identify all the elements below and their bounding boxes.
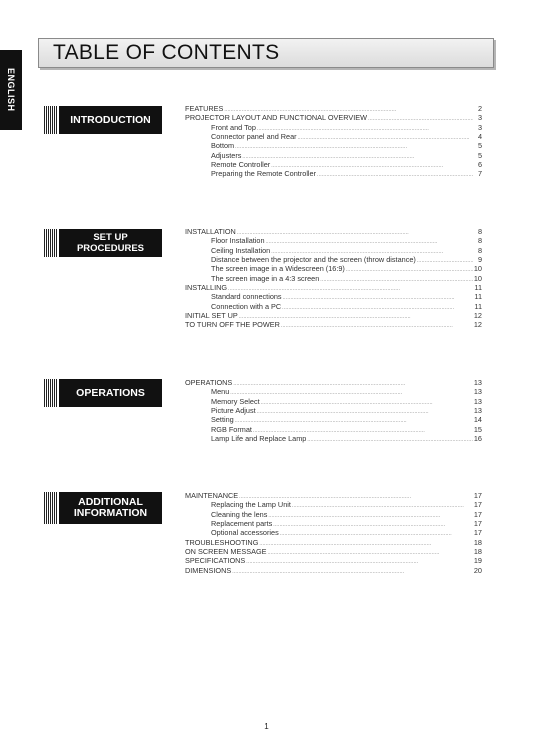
toc-entry-title: ON SCREEN MESSAGE: [185, 547, 267, 557]
toc-entry-title: DIMENSIONS: [185, 565, 232, 575]
toc-entry-page: 12: [473, 320, 482, 330]
toc-entry-page: 2: [477, 104, 482, 113]
section-label-introduction: [44, 106, 162, 134]
toc-entry-page: 13: [473, 396, 482, 406]
toc-entry-title: TO TURN OFF THE POWER: [185, 320, 280, 330]
toc-entry[interactable]: [185, 255, 482, 264]
page-number: 1: [264, 722, 269, 731]
toc-entry-title: FEATURES: [185, 104, 224, 113]
toc-entry[interactable]: [185, 227, 482, 236]
toc-entry[interactable]: [185, 566, 482, 575]
toc-entry[interactable]: [185, 246, 482, 255]
toc-entry-title: Cleaning the lens: [211, 509, 268, 519]
toc-entry-page: 12: [473, 311, 482, 321]
toc-entry-title: Bottom: [211, 141, 235, 151]
toc-entry-page: 20: [473, 565, 482, 575]
toc-entry[interactable]: [185, 292, 482, 301]
section-label-additional-information: [44, 492, 162, 524]
toc-list-additional-information: [185, 491, 482, 575]
toc-entry-title: Connector panel and Rear: [211, 132, 297, 142]
toc-entry[interactable]: [185, 264, 482, 273]
toc-entry[interactable]: [185, 510, 482, 519]
toc-entry[interactable]: [185, 425, 482, 434]
toc-entry-title: Floor Installation: [211, 236, 265, 246]
toc-entry-page: 9: [477, 255, 482, 265]
toc-entry-page: 11: [474, 283, 482, 293]
section-label-operations: [44, 379, 162, 407]
section-label-text: ADDITIONAL INFORMATION: [59, 492, 162, 524]
toc-entry-page: 18: [473, 537, 482, 547]
section-label-text: SET UP PROCEDURES: [59, 229, 162, 257]
toc-entry-title: INSTALLATION: [185, 227, 236, 236]
toc-entry-page: 18: [473, 547, 482, 557]
toc-entry-title: INITIAL SET UP: [185, 311, 238, 321]
toc-entry-title: RGB Format: [211, 424, 252, 434]
toc-entry-title: The screen image in a Widescreen (16:9): [211, 264, 345, 274]
language-tab-label: ENGLISH: [6, 68, 16, 112]
toc-entry-title: Ceiling Installation: [211, 245, 271, 255]
toc-entry[interactable]: [185, 311, 482, 320]
toc-entry-page: 15: [473, 424, 482, 434]
toc-entry-title: INSTALLING: [185, 283, 228, 293]
toc-entry-page: 13: [473, 406, 482, 416]
toc-entry[interactable]: [185, 434, 482, 443]
toc-entry[interactable]: [185, 397, 482, 406]
toc-entry[interactable]: [185, 169, 482, 178]
toc-entry-title: MAINTENANCE: [185, 491, 239, 500]
toc-entry-page: 11: [474, 301, 482, 311]
toc-entry[interactable]: [185, 274, 482, 283]
toc-entry[interactable]: [185, 160, 482, 169]
dot-leader: [307, 434, 473, 445]
toc-entry[interactable]: [185, 151, 482, 160]
toc-entry-title: PROJECTOR LAYOUT AND FUNCTIONAL OVERVIEW: [185, 113, 368, 123]
stripe-decoration: [44, 106, 58, 134]
page-title: TABLE OF CONTENTS: [53, 41, 280, 64]
toc-entry-title: Lamp Life and Replace Lamp: [211, 434, 307, 444]
toc-entry[interactable]: [185, 406, 482, 415]
toc-entry-title: Preparing the Remote Controller: [211, 169, 317, 179]
section-label-text: INTRODUCTION: [59, 106, 162, 134]
toc-entry-page: 8: [477, 245, 482, 255]
toc-entry-page: 8: [477, 227, 482, 236]
toc-entry[interactable]: [185, 500, 482, 509]
toc-entry-page: 3: [477, 113, 482, 123]
toc-entry-title: TROUBLESHOOTING: [185, 537, 259, 547]
toc-entry-page: 19: [473, 556, 482, 566]
toc-entry[interactable]: [185, 132, 482, 141]
toc-entry-page: 4: [477, 132, 482, 142]
toc-entry-page: 17: [473, 500, 482, 510]
toc-entry[interactable]: [185, 123, 482, 132]
toc-entry[interactable]: [185, 491, 482, 500]
stripe-decoration: [44, 379, 58, 407]
toc-entry-title: Distance between the projector and the screen (throw distance): [211, 255, 416, 265]
toc-entry-page: 5: [477, 141, 482, 151]
toc-entry[interactable]: [185, 236, 482, 245]
toc-entry-page: 3: [477, 122, 482, 132]
toc-entry-title: Connection with a PC: [211, 301, 282, 311]
toc-entry-page: 17: [473, 491, 482, 500]
toc-entry-title: Menu: [211, 387, 230, 397]
toc-entry[interactable]: [185, 320, 482, 329]
toc-entry[interactable]: [185, 113, 482, 122]
toc-entry-title: The screen image in a 4:3 screen: [211, 273, 320, 283]
toc-entry-title: Standard connections: [211, 292, 282, 302]
toc-entry-title: Adjusters: [211, 150, 242, 160]
toc-entry-title: Optional accessories: [211, 528, 279, 538]
toc-entry[interactable]: [185, 519, 482, 528]
toc-entry[interactable]: [185, 528, 482, 537]
dot-leader: [281, 320, 473, 331]
toc-list-introduction: [185, 104, 482, 179]
toc-entry-page: 11: [474, 292, 482, 302]
toc-entry[interactable]: [185, 538, 482, 547]
toc-list-set-up-procedures: [185, 227, 482, 330]
toc-entry-page: 14: [473, 415, 482, 425]
toc-entry-title: OPERATIONS: [185, 378, 233, 387]
page-title-box: [38, 38, 494, 68]
toc-entry-title: Setting: [211, 415, 234, 425]
toc-entry-title: Front and Top: [211, 122, 256, 132]
toc-entry[interactable]: [185, 302, 482, 311]
toc-entry-page: 5: [477, 150, 482, 160]
toc-entry[interactable]: [185, 547, 482, 556]
toc-entry-page: 8: [477, 236, 482, 246]
stripe-decoration: [44, 229, 58, 257]
toc-entry[interactable]: [185, 387, 482, 396]
dot-leader: [317, 169, 473, 180]
toc-entry[interactable]: [185, 556, 482, 565]
section-label-text: OPERATIONS: [59, 379, 162, 407]
section-label-set-up-procedures: [44, 229, 162, 257]
toc-list-operations: [185, 378, 482, 443]
toc-entry-page: 13: [473, 378, 482, 387]
toc-entry-title: Replacement parts: [211, 519, 273, 529]
dot-leader: [232, 566, 473, 577]
toc-entry-title: Memory Select: [211, 396, 260, 406]
toc-entry-title: Remote Controller: [211, 160, 271, 170]
toc-entry[interactable]: [185, 378, 482, 387]
toc-entry-page: 17: [473, 528, 482, 538]
toc-entry-page: 13: [473, 387, 482, 397]
stripe-decoration: [44, 492, 58, 524]
toc-entry-title: Replacing the Lamp Unit: [211, 500, 291, 510]
toc-entry-page: 10: [473, 264, 482, 274]
toc-entry[interactable]: [185, 415, 482, 424]
toc-entry-page: 7: [477, 169, 482, 179]
toc-entry-page: 17: [473, 519, 482, 529]
toc-entry[interactable]: [185, 104, 482, 113]
toc-entry-page: 6: [477, 160, 482, 170]
toc-entry-page: 10: [473, 273, 482, 283]
toc-entry-title: Picture Adjust: [211, 406, 256, 416]
toc-entry[interactable]: [185, 141, 482, 150]
toc-entry[interactable]: [185, 283, 482, 292]
toc-entry-title: SPECIFICATIONS: [185, 556, 246, 566]
toc-entry-page: 16: [473, 434, 482, 444]
toc-entry-page: 17: [473, 509, 482, 519]
language-tab: [0, 50, 22, 130]
